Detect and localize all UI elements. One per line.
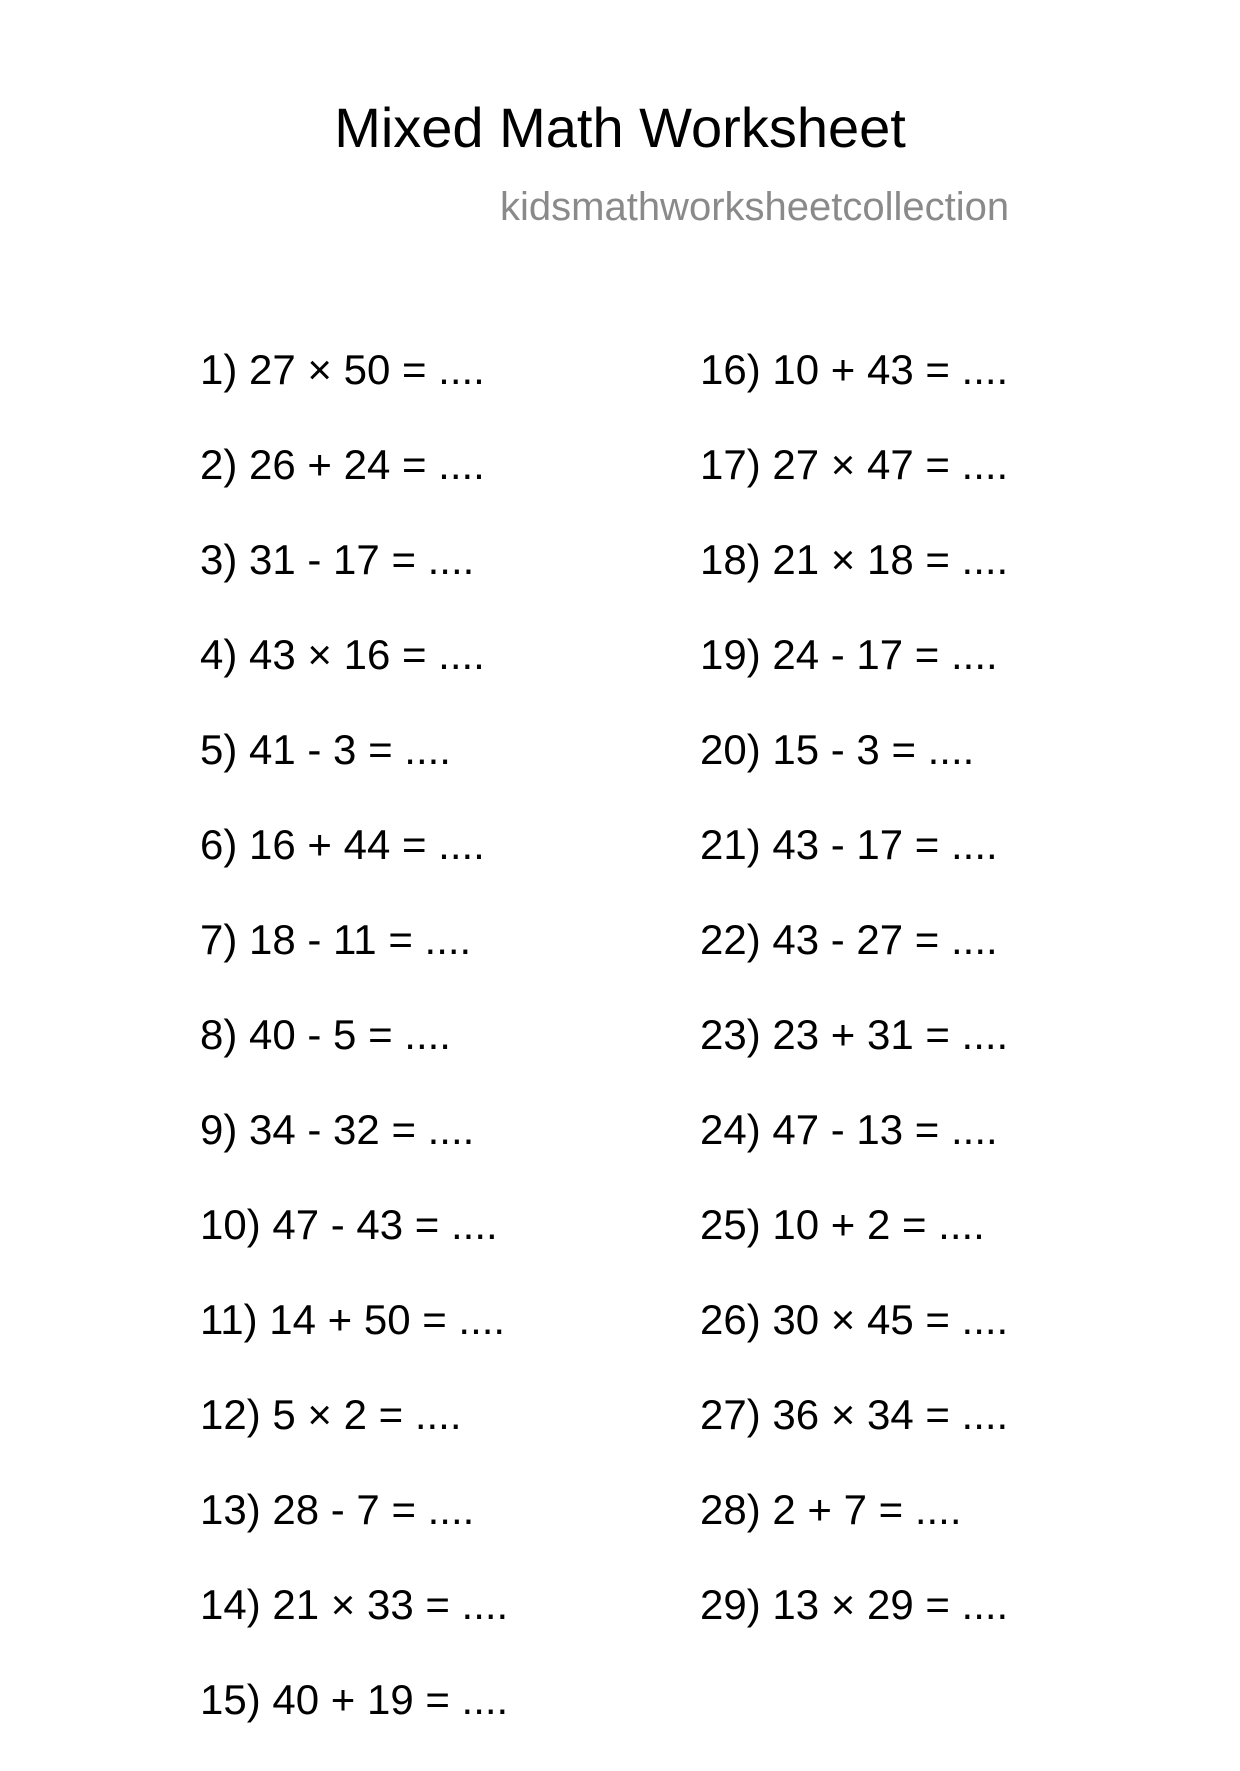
- math-problem: 28) 2 + 7 = ....: [700, 1486, 962, 1533]
- math-problem: 20) 15 - 3 = ....: [700, 726, 975, 773]
- math-problem: 12) 5 × 2 = ....: [200, 1391, 462, 1438]
- math-problem: 23) 23 + 31 = ....: [700, 1011, 1009, 1058]
- math-problem: 4) 43 × 16 = ....: [200, 631, 485, 678]
- math-problem: 25) 10 + 2 = ....: [700, 1201, 985, 1248]
- math-problem: 26) 30 × 45 = ....: [700, 1296, 1009, 1343]
- math-problem: 19) 24 - 17 = ....: [700, 631, 998, 678]
- math-problem: 3) 31 - 17 = ....: [200, 536, 475, 583]
- math-problem: 9) 34 - 32 = ....: [200, 1106, 475, 1153]
- math-problem: 11) 14 + 50 = ....: [200, 1296, 506, 1343]
- problem-list-left: [200, 346, 508, 1771]
- worksheet-title: Mixed Math Worksheet: [334, 96, 906, 159]
- math-problem: 17) 27 × 47 = ....: [700, 441, 1009, 488]
- math-problem: 29) 13 × 29 = ....: [700, 1581, 1009, 1628]
- math-problem: 14) 21 × 33 = ....: [200, 1581, 509, 1628]
- math-problem: 5) 41 - 3 = ....: [200, 726, 451, 773]
- math-problem: 6) 16 + 44 = ....: [200, 821, 485, 868]
- math-problem: 16) 10 + 43 = ....: [700, 346, 1009, 393]
- math-problem: 21) 43 - 17 = ....: [700, 821, 998, 868]
- math-problem: 13) 28 - 7 = ....: [200, 1486, 475, 1533]
- math-problem: 18) 21 × 18 = ....: [700, 536, 1009, 583]
- problem-list-right: [700, 346, 1008, 1676]
- math-problem: 15) 40 + 19 = ....: [200, 1676, 509, 1723]
- math-problem: 2) 26 + 24 = ....: [200, 441, 485, 488]
- math-problem: 8) 40 - 5 = ....: [200, 1011, 451, 1058]
- math-problem: 7) 18 - 11 = ....: [200, 916, 472, 963]
- worksheet-source: kidsmathworksheetcollection: [500, 185, 1010, 229]
- math-problem: 22) 43 - 27 = ....: [700, 916, 998, 963]
- math-problem: 27) 36 × 34 = ....: [700, 1391, 1009, 1438]
- math-problem: 10) 47 - 43 = ....: [200, 1201, 498, 1248]
- math-problem: 1) 27 × 50 = ....: [200, 346, 485, 393]
- math-problem: 24) 47 - 13 = ....: [700, 1106, 998, 1153]
